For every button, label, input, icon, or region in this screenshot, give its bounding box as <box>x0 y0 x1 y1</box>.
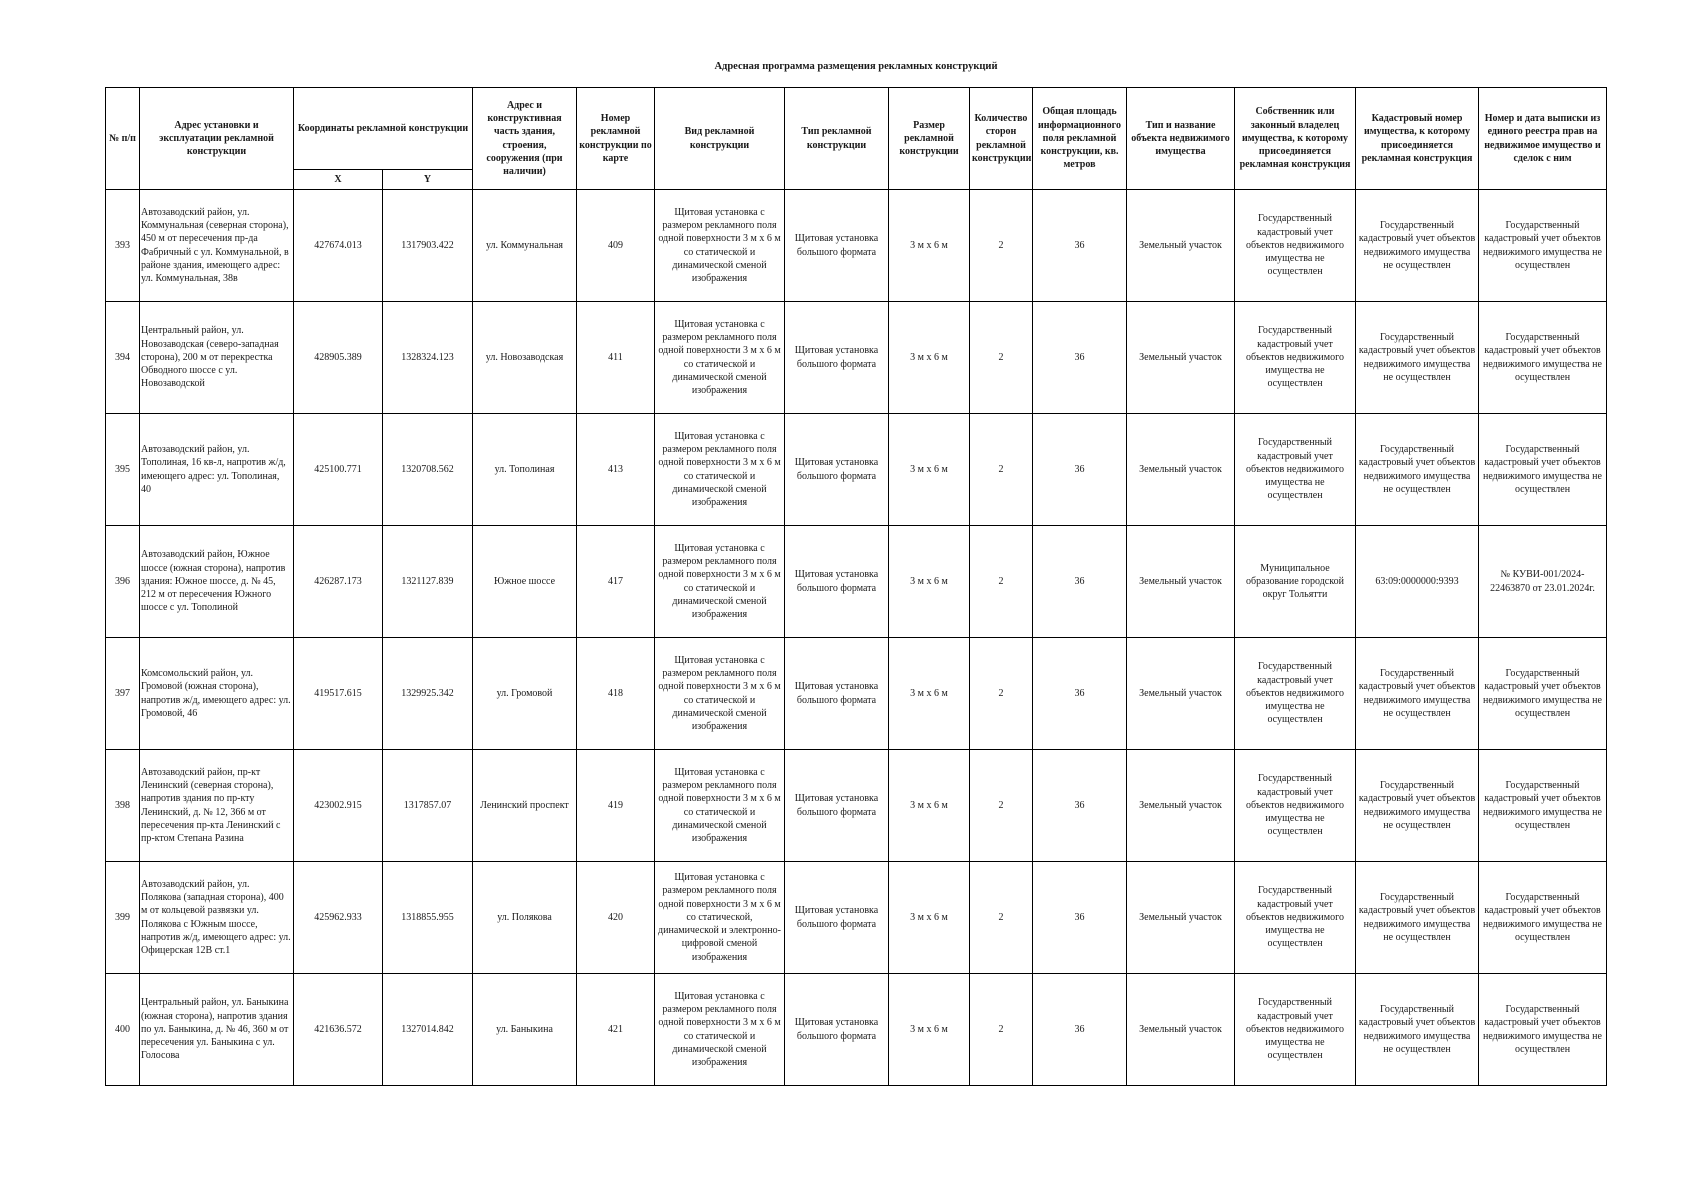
cell-x: 425962.933 <box>294 862 383 974</box>
header-registry: Номер и дата выписки из единого реестра прав на недвижимое имущество и сделок с ним <box>1479 88 1607 190</box>
cell-type: Щитовая установка большого формата <box>785 750 889 862</box>
cell-num: 400 <box>106 974 140 1086</box>
cell-building-part: ул. Полякова <box>473 862 577 974</box>
cell-address: Автозаводский район, пр-кт Ленинский (северная сторона), напротив здания по пр-кту Ленинский, д. № 12, 366 м от пересечения пр-кта Ленинский с пр-ктом Степана Разина <box>140 750 294 862</box>
cell-y: 1327014.842 <box>383 974 473 1086</box>
header-size: Размер рекламной конструкции <box>889 88 970 190</box>
cell-address: Автозаводский район, ул. Коммунальная (северная сторона), 450 м от пересечения пр-да Фабричный с ул. Коммунальной, в районе здания, имеющего адрес: ул. Коммунальная, 38в <box>140 190 294 302</box>
cell-x: 428905.389 <box>294 302 383 414</box>
cell-area: 36 <box>1033 974 1127 1086</box>
cell-map-number: 420 <box>577 862 655 974</box>
cell-kind: Щитовая установка с размером рекламного поля одной поверхности 3 м х 6 м со статической и динамической сменой изображения <box>655 750 785 862</box>
cell-y: 1321127.839 <box>383 526 473 638</box>
header-coords: Координаты рекламной конструкции <box>294 88 473 170</box>
cell-property: Земельный участок <box>1127 302 1235 414</box>
cell-sides: 2 <box>970 526 1033 638</box>
table-row <box>106 302 1607 414</box>
header-x: X <box>294 170 383 190</box>
header-cadastral: Кадастровый номер имущества, к которому присоединяется рекламная конструкция <box>1356 88 1479 190</box>
cell-num: 396 <box>106 526 140 638</box>
cell-kind: Щитовая установка с размером рекламного поля одной поверхности 3 м х 6 м со статической и динамической сменой изображения <box>655 190 785 302</box>
cell-address: Автозаводский район, ул. Полякова (западная сторона), 400 м от кольцевой развязки ул. Полякова с Южным шоссе, напротив ж/д, имеющего адрес: ул. Офицерская 12В ст.1 <box>140 862 294 974</box>
cell-owner: Государственный кадастровый учет объектов недвижимого имущества не осуществлен <box>1235 414 1356 526</box>
cell-registry: Государственный кадастровый учет объектов недвижимого имущества не осуществлен <box>1479 414 1607 526</box>
cell-type: Щитовая установка большого формата <box>785 414 889 526</box>
cell-owner: Государственный кадастровый учет объектов недвижимого имущества не осуществлен <box>1235 974 1356 1086</box>
cell-cadastral: Государственный кадастровый учет объектов недвижимого имущества не осуществлен <box>1356 862 1479 974</box>
cell-owner: Государственный кадастровый учет объектов недвижимого имущества не осуществлен <box>1235 302 1356 414</box>
cell-num: 397 <box>106 638 140 750</box>
cell-building-part: ул. Новозаводская <box>473 302 577 414</box>
cell-x: 419517.615 <box>294 638 383 750</box>
cell-y: 1317903.422 <box>383 190 473 302</box>
cell-cadastral: Государственный кадастровый учет объектов недвижимого имущества не осуществлен <box>1356 302 1479 414</box>
cell-kind: Щитовая установка с размером рекламного поля одной поверхности 3 м х 6 м со статической и динамической сменой изображения <box>655 302 785 414</box>
cell-num: 395 <box>106 414 140 526</box>
cell-cadastral: Государственный кадастровый учет объектов недвижимого имущества не осуществлен <box>1356 638 1479 750</box>
table-row <box>106 974 1607 1086</box>
cell-sides: 2 <box>970 750 1033 862</box>
cell-registry: Государственный кадастровый учет объектов недвижимого имущества не осуществлен <box>1479 862 1607 974</box>
cell-area: 36 <box>1033 190 1127 302</box>
cell-cadastral: Государственный кадастровый учет объектов недвижимого имущества не осуществлен <box>1356 190 1479 302</box>
table-row <box>106 638 1607 750</box>
cell-map-number: 411 <box>577 302 655 414</box>
cell-kind: Щитовая установка с размером рекламного поля одной поверхности 3 м х 6 м со статической и динамической сменой изображения <box>655 638 785 750</box>
header-y: Y <box>383 170 473 190</box>
cell-x: 423002.915 <box>294 750 383 862</box>
header-building-part: Адрес и конструктивная часть здания, строения, сооружения (при наличии) <box>473 88 577 190</box>
cell-y: 1317857.07 <box>383 750 473 862</box>
cell-sides: 2 <box>970 638 1033 750</box>
cell-size: 3 м х 6 м <box>889 302 970 414</box>
cell-area: 36 <box>1033 414 1127 526</box>
document-title: Адресная программа размещения рекламных конструкций <box>714 61 998 72</box>
table-body <box>106 190 1607 1086</box>
table-header <box>106 88 1607 190</box>
cell-size: 3 м х 6 м <box>889 638 970 750</box>
cell-building-part: Ленинский проспект <box>473 750 577 862</box>
cell-size: 3 м х 6 м <box>889 526 970 638</box>
cell-registry: № КУВИ-001/2024-22463870 от 23.01.2024г. <box>1479 526 1607 638</box>
cell-property: Земельный участок <box>1127 974 1235 1086</box>
cell-sides: 2 <box>970 190 1033 302</box>
cell-registry: Государственный кадастровый учет объектов недвижимого имущества не осуществлен <box>1479 638 1607 750</box>
cell-map-number: 409 <box>577 190 655 302</box>
cell-address: Центральный район, ул. Баныкина (южная сторона), напротив здания по ул. Баныкина, д. № 46, 360 м от пересечения ул. Баныкина с ул. Голосова <box>140 974 294 1086</box>
cell-owner: Государственный кадастровый учет объектов недвижимого имущества не осуществлен <box>1235 862 1356 974</box>
cell-num: 398 <box>106 750 140 862</box>
cell-size: 3 м х 6 м <box>889 974 970 1086</box>
cell-address: Центральный район, ул. Новозаводская (северо-западная сторона), 200 м от перекрестка Обводного шоссе с ул. Новозаводской <box>140 302 294 414</box>
cell-registry: Государственный кадастровый учет объектов недвижимого имущества не осуществлен <box>1479 974 1607 1086</box>
cell-property: Земельный участок <box>1127 190 1235 302</box>
cell-map-number: 421 <box>577 974 655 1086</box>
table-row <box>106 750 1607 862</box>
header-owner: Собственник или законный владелец имущества, к которому присоединяется рекламная конструкция <box>1235 88 1356 190</box>
cell-area: 36 <box>1033 862 1127 974</box>
cell-address: Комсомольский район, ул. Громовой (южная сторона), напротив ж/д, имеющего адрес: ул. Громовой, 46 <box>140 638 294 750</box>
cell-size: 3 м х 6 м <box>889 862 970 974</box>
cell-cadastral: Государственный кадастровый учет объектов недвижимого имущества не осуществлен <box>1356 414 1479 526</box>
cell-registry: Государственный кадастровый учет объектов недвижимого имущества не осуществлен <box>1479 750 1607 862</box>
cell-area: 36 <box>1033 302 1127 414</box>
cell-sides: 2 <box>970 414 1033 526</box>
cell-sides: 2 <box>970 302 1033 414</box>
cell-size: 3 м х 6 м <box>889 190 970 302</box>
header-map-number: Номер рекламной конструкции по карте <box>577 88 655 190</box>
cell-owner: Муниципальное образование городской округ Тольятти <box>1235 526 1356 638</box>
header-area: Общая площадь информационного поля рекламной конструкции, кв. метров <box>1033 88 1127 190</box>
header-type: Тип рекламной конструкции <box>785 88 889 190</box>
cell-address: Автозаводский район, ул. Тополиная, 16 кв-л, напротив ж/д, имеющего адрес: ул. Тополиная, 40 <box>140 414 294 526</box>
cell-type: Щитовая установка большого формата <box>785 302 889 414</box>
cell-kind: Щитовая установка с размером рекламного поля одной поверхности 3 м х 6 м со статической и динамической сменой изображения <box>655 974 785 1086</box>
header-property: Тип и название объекта недвижимого имущества <box>1127 88 1235 190</box>
cell-owner: Государственный кадастровый учет объектов недвижимого имущества не осуществлен <box>1235 190 1356 302</box>
cell-map-number: 418 <box>577 638 655 750</box>
cell-num: 399 <box>106 862 140 974</box>
cell-property: Земельный участок <box>1127 862 1235 974</box>
cell-registry: Государственный кадастровый учет объектов недвижимого имущества не осуществлен <box>1479 190 1607 302</box>
cell-building-part: Южное шоссе <box>473 526 577 638</box>
cell-kind: Щитовая установка с размером рекламного поля одной поверхности 3 м х 6 м со статической и динамической сменой изображения <box>655 414 785 526</box>
cell-property: Земельный участок <box>1127 414 1235 526</box>
cell-sides: 2 <box>970 862 1033 974</box>
cell-building-part: ул. Громовой <box>473 638 577 750</box>
cell-area: 36 <box>1033 750 1127 862</box>
cell-num: 394 <box>106 302 140 414</box>
cell-owner: Государственный кадастровый учет объектов недвижимого имущества не осуществлен <box>1235 750 1356 862</box>
table-row <box>106 862 1607 974</box>
cell-map-number: 417 <box>577 526 655 638</box>
cell-type: Щитовая установка большого формата <box>785 190 889 302</box>
cell-property: Земельный участок <box>1127 526 1235 638</box>
cell-property: Земельный участок <box>1127 638 1235 750</box>
cell-x: 421636.572 <box>294 974 383 1086</box>
cell-type: Щитовая установка большого формата <box>785 862 889 974</box>
cell-cadastral: 63:09:0000000:9393 <box>1356 526 1479 638</box>
cell-num: 393 <box>106 190 140 302</box>
table-row <box>106 190 1607 302</box>
cell-type: Щитовая установка большого формата <box>785 974 889 1086</box>
cell-owner: Государственный кадастровый учет объектов недвижимого имущества не осуществлен <box>1235 638 1356 750</box>
cell-y: 1318855.955 <box>383 862 473 974</box>
cell-kind: Щитовая установка с размером рекламного поля одной поверхности 3 м х 6 м со статической и динамической сменой изображения <box>655 526 785 638</box>
cell-building-part: ул. Баныкина <box>473 974 577 1086</box>
table-row <box>106 414 1607 526</box>
cell-type: Щитовая установка большого формата <box>785 526 889 638</box>
cell-size: 3 м х 6 м <box>889 414 970 526</box>
cell-y: 1320708.562 <box>383 414 473 526</box>
cell-area: 36 <box>1033 638 1127 750</box>
cell-size: 3 м х 6 м <box>889 750 970 862</box>
cell-building-part: ул. Тополиная <box>473 414 577 526</box>
advertising-table <box>105 87 1607 1086</box>
cell-x: 426287.173 <box>294 526 383 638</box>
cell-registry: Государственный кадастровый учет объектов недвижимого имущества не осуществлен <box>1479 302 1607 414</box>
cell-kind: Щитовая установка с размером рекламного поля одной поверхности 3 м х 6 м со статической, динамической и электронно-цифровой сменой изображения <box>655 862 785 974</box>
cell-address: Автозаводский район, Южное шоссе (южная сторона), напротив здания: Южное шоссе, д. № 45, 212 м от пересечения Южного шоссе с ул. Тополиной <box>140 526 294 638</box>
cell-x: 427674.013 <box>294 190 383 302</box>
cell-building-part: ул. Коммунальная <box>473 190 577 302</box>
cell-map-number: 413 <box>577 414 655 526</box>
header-kind: Вид рекламной конструкции <box>655 88 785 190</box>
cell-cadastral: Государственный кадастровый учет объектов недвижимого имущества не осуществлен <box>1356 974 1479 1086</box>
cell-y: 1328324.123 <box>383 302 473 414</box>
cell-map-number: 419 <box>577 750 655 862</box>
cell-y: 1329925.342 <box>383 638 473 750</box>
cell-sides: 2 <box>970 974 1033 1086</box>
cell-cadastral: Государственный кадастровый учет объектов недвижимого имущества не осуществлен <box>1356 750 1479 862</box>
table-row <box>106 526 1607 638</box>
header-sides: Количество сторон рекламной конструкции <box>970 88 1033 190</box>
header-address: Адрес установки и эксплуатации рекламной конструкции <box>140 88 294 190</box>
header-num: № п/п <box>106 88 140 190</box>
cell-property: Земельный участок <box>1127 750 1235 862</box>
cell-area: 36 <box>1033 526 1127 638</box>
cell-x: 425100.771 <box>294 414 383 526</box>
cell-type: Щитовая установка большого формата <box>785 638 889 750</box>
